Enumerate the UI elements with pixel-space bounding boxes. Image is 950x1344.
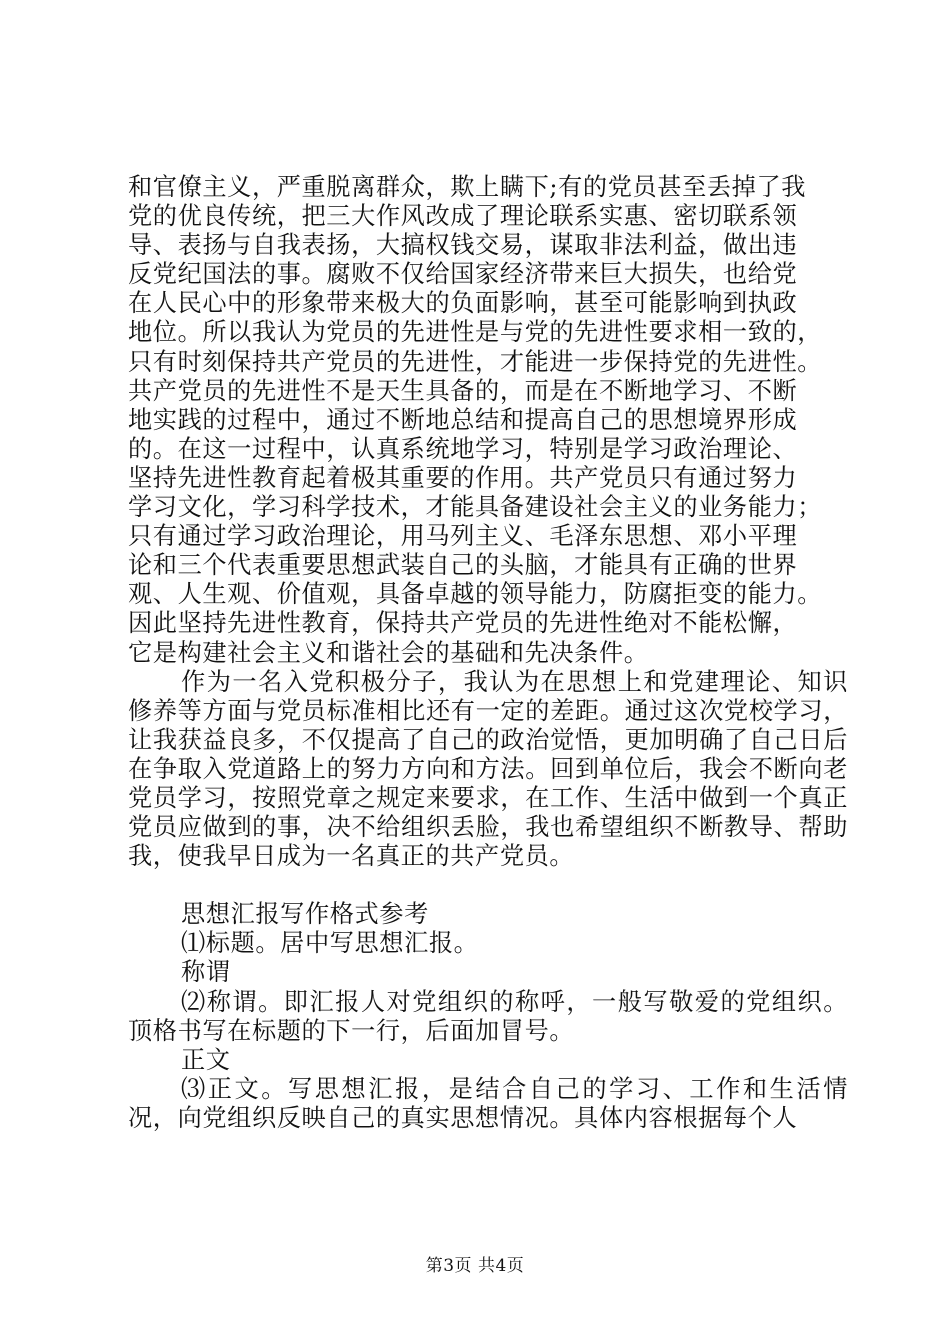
text-line: 观、人生观、价值观，具备卓越的领导能力，防腐拒变的能力。 <box>128 580 823 609</box>
text-line: 地位。所以我认为党员的先进性是与党的先进性要求相一致的， <box>128 318 823 347</box>
page-footer: 第3页 共4页 <box>425 1256 525 1276</box>
text-line: 共产党员的先进性不是天生具备的，而是在不断地学习、不断 <box>128 376 798 405</box>
continued-paragraph <box>128 173 848 668</box>
text-line: 党的优良传统，把三大作风改成了理论联系实惠、密切联系领 <box>128 202 798 231</box>
text-line: 因此坚持先进性教育，保持共产党员的先进性绝对不能松懈， <box>128 609 798 638</box>
text-line: 反党纪国法的事。腐败不仅给国家经济带来巨大损失，也给党 <box>128 260 798 289</box>
text-line: 在人民心中的形象带来极大的负面影响，甚至可能影响到执政 <box>128 289 798 318</box>
label-salutation: 称谓 <box>181 958 231 987</box>
paragraph-commitment: 作为一名入党积极分子，我认为在思想上和党建理论、知识修养等方面与党员标准相比还有一定的差距。通过这次党校学习，让我获益良多，不仅提高了自己的政治觉悟，更加明确了自己日后在争取入党道路上的努力方向和方法。回到单位后，我会不断向老党员学习，按照党章之规定来要求，在工作、生活中做到一个真正党员应做到的事，决不给组织丢脸，我也希望组织不断教导、帮助我，使我早日成为一名真正的共产党员。 <box>128 667 848 871</box>
text-line: 只有时刻保持共产党员的先进性，才能进一步保持党的先进性。 <box>128 347 823 376</box>
document-body <box>128 173 848 1133</box>
format-item-title: ⑴标题。居中写思想汇报。 <box>181 929 479 958</box>
text-line: 学习文化，学习科学技术，才能具备建设社会主义的业务能力； <box>128 493 823 522</box>
text-line: 坚持先进性教育起着极其重要的作用。共产党员只有通过努力 <box>128 463 798 492</box>
text-line: 论和三个代表重要思想武装自己的头脑，才能具有正确的世界 <box>128 551 798 580</box>
paragraph-spacer <box>128 871 848 900</box>
format-heading: 思想汇报写作格式参考 <box>181 900 429 929</box>
format-item-body: ⑶正文。写思想汇报，是结合自己的学习、工作和生活情况，向党组织反映自己的真实思想情况。具体内容根据每个人 <box>128 1074 848 1132</box>
format-item-salutation: ⑵称谓。即汇报人对党组织的称呼，一般写敬爱的党组织。顶格书写在标题的下一行，后面加冒号。 <box>128 987 848 1045</box>
text-line: 导、表扬与自我表扬，大搞权钱交易，谋取非法利益，做出违 <box>128 231 798 260</box>
label-body: 正文 <box>181 1045 231 1074</box>
text-line: 它是构建社会主义和谐社会的基础和先决条件。 <box>128 638 649 667</box>
text-line: 和官僚主义，严重脱离群众，欺上瞒下;有的党员甚至丢掉了我 <box>128 173 807 201</box>
text-line: 只有通过学习政治理论，用马列主义、毛泽东思想、邓小平理 <box>128 522 798 551</box>
text-line: 的。在这一过程中，认真系统地学习，特别是学习政治理论、 <box>128 434 798 463</box>
text-line: 地实践的过程中，通过不断地总结和提高自己的思想境界形成 <box>128 405 798 434</box>
